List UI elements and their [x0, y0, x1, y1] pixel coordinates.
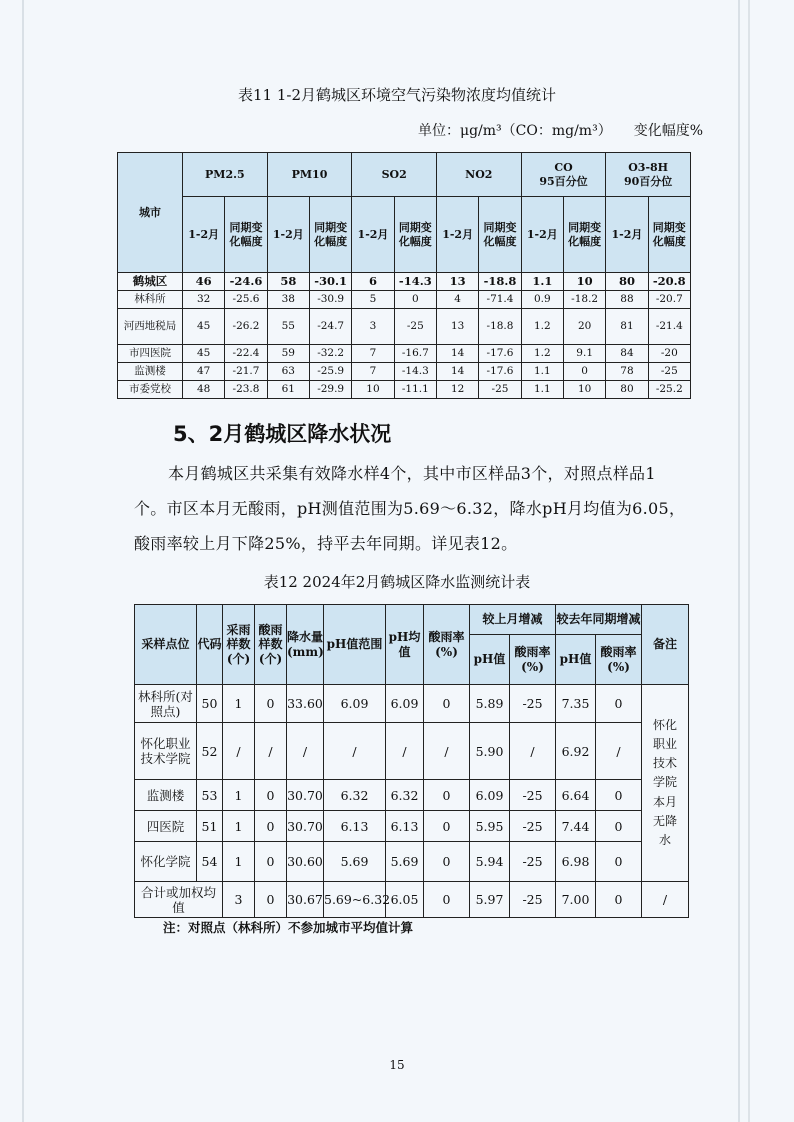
header-rate: 酸雨率(%) [510, 635, 556, 685]
header-change: 同期变化幅度 [563, 197, 605, 273]
cell: 46 [183, 273, 225, 291]
cell: -23.8 [225, 381, 267, 399]
table11-pollutants [117, 152, 691, 399]
cell: 0 [596, 811, 642, 842]
header-no2: NO2 [436, 153, 521, 197]
cell: 1 [223, 780, 255, 811]
header-change: 同期变化幅度 [309, 197, 351, 273]
table-row [135, 811, 689, 842]
section-paragraph [134, 456, 686, 561]
cell: 80 [606, 381, 648, 399]
cell: -25 [394, 309, 436, 345]
cell: 30.60 [287, 842, 324, 882]
header-period: 1-2月 [521, 197, 563, 273]
cell: 7 [352, 345, 394, 363]
cell: -25 [510, 780, 556, 811]
cell: -21.4 [648, 309, 690, 345]
cell: 13 [436, 309, 478, 345]
cell: 13 [436, 273, 478, 291]
cell: -29.9 [309, 381, 351, 399]
cell: 48 [183, 381, 225, 399]
cell: 5.90 [470, 723, 510, 780]
page-edge-left [22, 0, 24, 1122]
cell: 6.09 [324, 685, 386, 723]
cell: 10 [563, 381, 605, 399]
header-period: 1-2月 [606, 197, 648, 273]
header-ph-mean: pH均值 [386, 605, 424, 685]
cell: 7 [352, 363, 394, 381]
cell: 6.32 [324, 780, 386, 811]
cell: 6 [352, 273, 394, 291]
cell: 10 [352, 381, 394, 399]
cell: 0 [424, 811, 470, 842]
cell: / [596, 723, 642, 780]
cell: -14.3 [394, 273, 436, 291]
header-ph: pH值 [470, 635, 510, 685]
cell: 63 [267, 363, 309, 381]
cell: 30.67 [287, 882, 324, 918]
section-heading: 5、2月鹤城区降水状况 [173, 422, 392, 446]
cell: / [324, 723, 386, 780]
cell: 5.69 [324, 842, 386, 882]
cell: 0 [255, 842, 287, 882]
cell-city: 林科所 [118, 291, 183, 309]
cell-site: 监测楼 [135, 780, 197, 811]
cell-site: 怀化职业技术学院 [135, 723, 197, 780]
cell-site: 林科所(对照点) [135, 685, 197, 723]
cell: -24.7 [309, 309, 351, 345]
header-ph-range: pH值范围 [324, 605, 386, 685]
cell: / [386, 723, 424, 780]
cell: 33.60 [287, 685, 324, 723]
cell: 9.1 [563, 345, 605, 363]
cell: 10 [563, 273, 605, 291]
cell: 58 [267, 273, 309, 291]
cell: 5.95 [470, 811, 510, 842]
header-pm25: PM2.5 [183, 153, 268, 197]
cell: / [255, 723, 287, 780]
table-row [135, 780, 689, 811]
header-change: 同期变化幅度 [648, 197, 690, 273]
table-row [118, 345, 691, 363]
table-row [118, 273, 691, 291]
table-row [118, 309, 691, 345]
cell: 6.05 [386, 882, 424, 918]
cell: 0 [596, 842, 642, 882]
header-acid-samples: 酸雨样数(个) [255, 605, 287, 685]
cell: 5 [352, 291, 394, 309]
cell: / [223, 723, 255, 780]
cell: -71.4 [479, 291, 521, 309]
header-code: 代码 [197, 605, 223, 685]
table-row [118, 363, 691, 381]
cell: -22.4 [225, 345, 267, 363]
cell: 84 [606, 345, 648, 363]
cell: 0 [596, 882, 642, 918]
cell: -14.3 [394, 363, 436, 381]
cell-city: 市委党校 [118, 381, 183, 399]
cell: 6.98 [556, 842, 596, 882]
cell: -17.6 [479, 363, 521, 381]
cell: -30.1 [309, 273, 351, 291]
remark-cell: 怀化职业技术学院本月无降水 [642, 685, 689, 882]
header-samples: 采雨样数(个) [223, 605, 255, 685]
cell: 0 [563, 363, 605, 381]
cell: -30.9 [309, 291, 351, 309]
cell: -24.6 [225, 273, 267, 291]
header-ph: pH值 [556, 635, 596, 685]
header-period: 1-2月 [352, 197, 394, 273]
header-change: 同期变化幅度 [225, 197, 267, 273]
cell: 50 [197, 685, 223, 723]
cell: 14 [436, 345, 478, 363]
table-row [135, 842, 689, 882]
cell: -16.7 [394, 345, 436, 363]
cell: -25.6 [225, 291, 267, 309]
table11-title: 表11 1-2月鹤城区环境空气污染物浓度均值统计 [237, 86, 556, 104]
header-vs-last-month: 较上月增减 [470, 605, 556, 635]
header-remark: 备注 [642, 605, 689, 685]
table-row [118, 291, 691, 309]
cell: 6.92 [556, 723, 596, 780]
cell-remark: / [642, 882, 689, 918]
cell: 7.00 [556, 882, 596, 918]
table-row [118, 381, 691, 399]
cell-city: 河西地税局 [118, 309, 183, 345]
page-number: 15 [389, 1058, 405, 1072]
header-rainfall: 降水量(mm) [287, 605, 324, 685]
header-period: 1-2月 [183, 197, 225, 273]
cell: -20 [648, 345, 690, 363]
cell-city: 监测楼 [118, 363, 183, 381]
cell: 1.2 [521, 345, 563, 363]
cell: 0 [255, 811, 287, 842]
cell: 1 [223, 811, 255, 842]
cell: 7.44 [556, 811, 596, 842]
cell: 0 [255, 685, 287, 723]
page-edge-right-outer [748, 0, 750, 1122]
header-city: 城市 [118, 153, 183, 273]
cell: 51 [197, 811, 223, 842]
header-rate: 酸雨率(%) [596, 635, 642, 685]
cell: 4 [436, 291, 478, 309]
table12-title: 表12 2024年2月鹤城区降水监测统计表 [263, 573, 531, 591]
cell: / [510, 723, 556, 780]
header-period: 1-2月 [267, 197, 309, 273]
cell-city: 市四医院 [118, 345, 183, 363]
cell: 1.1 [521, 381, 563, 399]
cell: 47 [183, 363, 225, 381]
cell-city: 鹤城区 [118, 273, 183, 291]
cell: 30.70 [287, 811, 324, 842]
cell: 1 [223, 842, 255, 882]
cell: 5.89 [470, 685, 510, 723]
header-change: 同期变化幅度 [479, 197, 521, 273]
table-row [135, 685, 689, 723]
cell: -18.8 [479, 309, 521, 345]
cell: -11.1 [394, 381, 436, 399]
cell: / [287, 723, 324, 780]
cell: 0 [596, 685, 642, 723]
cell: 0 [424, 882, 470, 918]
table11-unit [418, 120, 703, 140]
header-o3: O3-8H 90百分位 [606, 153, 691, 197]
header-pm10: PM10 [267, 153, 352, 197]
cell: -25 [648, 363, 690, 381]
cell: 38 [267, 291, 309, 309]
cell: 1.1 [521, 363, 563, 381]
cell: 0 [596, 780, 642, 811]
cell: 5.94 [470, 842, 510, 882]
page-edge-right [738, 0, 740, 1122]
header-change: 同期变化幅度 [394, 197, 436, 273]
cell: -25 [510, 811, 556, 842]
cell: 0 [255, 882, 287, 918]
cell: 1.2 [521, 309, 563, 345]
cell: / [424, 723, 470, 780]
cell: 0 [394, 291, 436, 309]
cell: 32 [183, 291, 225, 309]
cell: 53 [197, 780, 223, 811]
cell: -17.6 [479, 345, 521, 363]
cell: -25 [510, 685, 556, 723]
cell: -32.2 [309, 345, 351, 363]
cell: 5.97 [470, 882, 510, 918]
cell: 1 [223, 685, 255, 723]
cell: -25 [510, 842, 556, 882]
cell: 6.32 [386, 780, 424, 811]
cell: -20.8 [648, 273, 690, 291]
cell: 30.70 [287, 780, 324, 811]
header-site: 采样点位 [135, 605, 197, 685]
header-acid-rate: 酸雨率(%) [424, 605, 470, 685]
header-period: 1-2月 [436, 197, 478, 273]
cell: 54 [197, 842, 223, 882]
unit-text: 单位：μg/m³（CO：mg/m³） [418, 123, 612, 139]
cell: 52 [197, 723, 223, 780]
cell: 12 [436, 381, 478, 399]
cell: 6.09 [470, 780, 510, 811]
cell-site: 四医院 [135, 811, 197, 842]
unit-change-text: 变化幅度% [633, 123, 704, 139]
table12-note: 注：对照点（林科所）不参加城市平均值计算 [163, 920, 414, 935]
cell: 5.69 [386, 842, 424, 882]
cell: 45 [183, 345, 225, 363]
cell: 61 [267, 381, 309, 399]
cell-site: 怀化学院 [135, 842, 197, 882]
cell: 45 [183, 309, 225, 345]
cell: 5.69~6.32 [324, 882, 386, 918]
cell: 14 [436, 363, 478, 381]
table-row-total [135, 882, 689, 918]
cell: 6.64 [556, 780, 596, 811]
cell: -21.7 [225, 363, 267, 381]
header-so2: SO2 [352, 153, 437, 197]
cell: 81 [606, 309, 648, 345]
cell: 6.13 [324, 811, 386, 842]
cell: 0.9 [521, 291, 563, 309]
cell: 59 [267, 345, 309, 363]
cell: 0 [424, 842, 470, 882]
paragraph-text: 本月鹤城区共采集有效降水样4个，其中市区样品3个，对照点样品1个。市区本月无酸雨，pH测值范围为5.69～6.32，降水pH月均值为6.05，酸雨率较上月下降25%，持平去年同期。详见表12。 [134, 464, 686, 553]
cell: -25.9 [309, 363, 351, 381]
cell: 1.1 [521, 273, 563, 291]
cell: -25 [479, 381, 521, 399]
cell: -26.2 [225, 309, 267, 345]
cell: -20.7 [648, 291, 690, 309]
cell: 0 [255, 780, 287, 811]
cell: 78 [606, 363, 648, 381]
header-co: CO 95百分位 [521, 153, 606, 197]
cell: 0 [424, 685, 470, 723]
cell: 80 [606, 273, 648, 291]
cell: 3 [352, 309, 394, 345]
cell: 0 [424, 780, 470, 811]
cell: -25 [510, 882, 556, 918]
cell: -25.2 [648, 381, 690, 399]
cell: 55 [267, 309, 309, 345]
cell: 6.13 [386, 811, 424, 842]
cell: 88 [606, 291, 648, 309]
cell: -18.8 [479, 273, 521, 291]
table-row [135, 723, 689, 780]
cell: 7.35 [556, 685, 596, 723]
cell: 6.09 [386, 685, 424, 723]
cell: 20 [563, 309, 605, 345]
cell: 3 [223, 882, 255, 918]
table12-precipitation [134, 604, 689, 918]
header-vs-last-year: 较去年同期增减 [556, 605, 642, 635]
cell: -18.2 [563, 291, 605, 309]
cell-site: 合计或加权均值 [135, 882, 223, 918]
